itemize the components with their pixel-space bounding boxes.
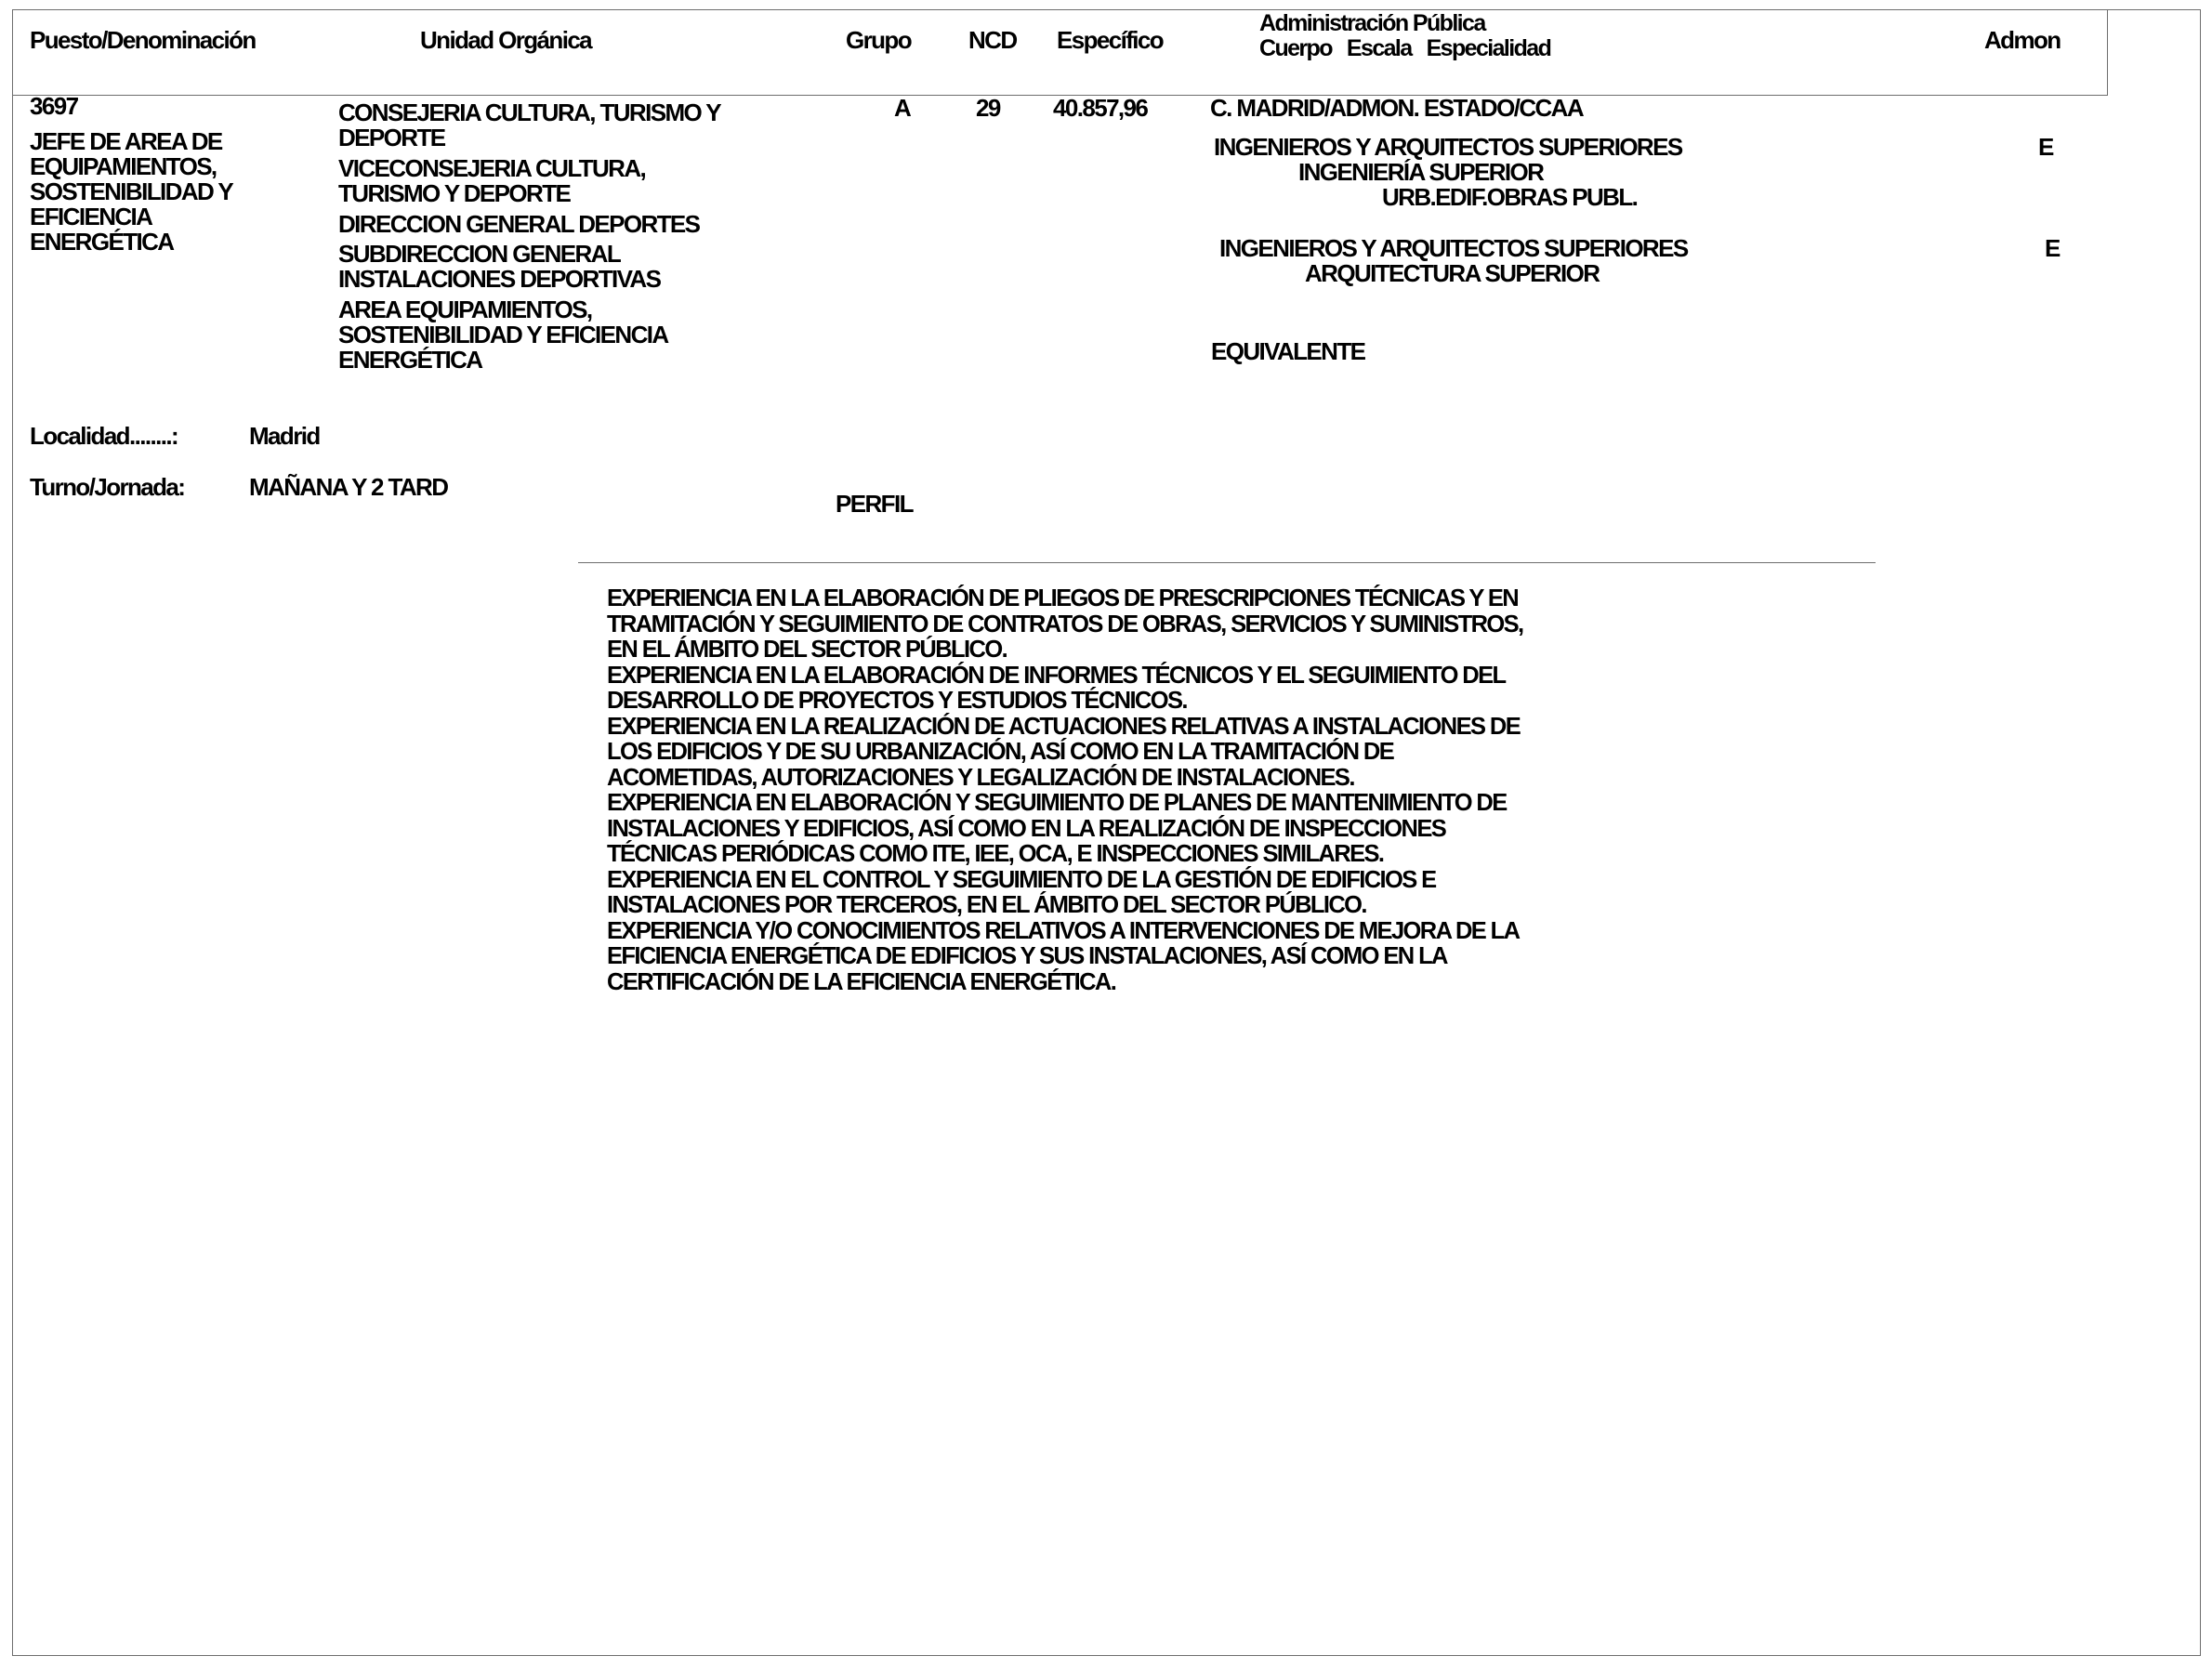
header-administracion: Administración Pública	[1259, 10, 1485, 36]
escala-2: ARQUITECTURA SUPERIOR	[1305, 259, 1600, 287]
escala-1: INGENIERÍA SUPERIOR	[1298, 158, 1544, 186]
especialidad-1: URB.EDIF.OBRAS PUBL.	[1382, 183, 1638, 211]
perfil-text: EXPERIENCIA EN LA ELABORACIÓN DE PLIEGOS DE PRESCRIPCIONES TÉCNICAS Y EN TRAMITACIÓN Y SEGUIMIENTO DE CONTRATOS DE OBRAS, SERVICIOS Y SUMINISTROS, EN EL ÁMBITO DEL SECTOR PÚBLICO. EXPERIENCIA EN LA ELABORACIÓN DE INFORMES TÉCNICOS Y EL SEGUIMIENTO DEL DESARROLLO DE PROYECTOS Y ESTUDIOS TÉCNICOS. EXPERIENCIA EN LA REALIZACIÓN DE ACTUACIONES RELATIVAS A INSTALACIONES DE LOS EDIFICIOS Y DE SU URBANIZACIÓN, ASÍ COMO EN LA TRAMITACIÓN DE ACOMETIDAS, AUTORIZACIONES Y LEGALIZACIÓN DE INSTALACIONES. EXPERIENCIA EN ELABORACIÓN Y SEGUIMIENTO DE PLANES DE MANTENIMIENTO DE INSTALACIONES Y EDIFICIOS, ASÍ COMO EN LA REALIZACIÓN DE INSPECCIONES TÉCNICAS PERIÓDICAS COMO ITE, IEE, OCA, E INSPECCIONES SIMILARES. EXPERIENCIA EN EL CONTROL Y SEGUIMIENTO DE LA GESTIÓN DE EDIFICIOS E INSTALACIONES POR TERCEROS, EN EL ÁMBITO DEL SECTOR PÚBLICO. EXPERIENCIA Y/O CONOCIMIENTOS RELATIVOS A INTERVENCIONES DE MEJORA DE LA EFICIENCIA ENERGÉTICA DE EDIFICIOS Y SUS INSTALACIONES, ASÍ COMO EN LA CERTIFICACIÓN DE LA EFICIENCIA ENERGÉTICA.	[607, 585, 1523, 995]
localidad-value: Madrid	[249, 422, 320, 450]
turno-label: Turno/Jornada:	[30, 473, 185, 501]
unidad-organica-2: VICECONSEJERIA CULTURA, TURISMO Y DEPORTE	[338, 154, 646, 207]
record-grupo: A	[894, 94, 911, 122]
record-ncd: 29	[976, 94, 1000, 122]
admon-2: E	[2045, 234, 2060, 262]
cuerpo-2: INGENIEROS Y ARQUITECTOS SUPERIORES	[1219, 234, 1688, 262]
header-especifico: Específico	[1057, 26, 1164, 54]
record-number: 3697	[30, 92, 78, 120]
header-puesto: Puesto/Denominación	[30, 26, 256, 54]
equivalente: EQUIVALENTE	[1211, 337, 1365, 365]
record-denominacion: JEFE DE AREA DE EQUIPAMIENTOS, SOSTENIBILIDAD Y EFICIENCIA ENERGÉTICA	[30, 127, 233, 256]
unidad-organica-4: SUBDIRECCION GENERAL INSTALACIONES DEPORTIVAS	[338, 240, 661, 293]
unidad-organica-1: CONSEJERIA CULTURA, TURISMO Y DEPORTE	[338, 99, 721, 151]
header-ncd: NCD	[968, 26, 1017, 54]
record-administracion: C. MADRID/ADMON. ESTADO/CCAA	[1210, 94, 1584, 122]
record-especifico: 40.857,96	[1053, 94, 1148, 122]
unidad-organica-3: DIRECCION GENERAL DEPORTES	[338, 210, 700, 238]
perfil-divider	[578, 562, 1876, 563]
localidad-label: Localidad........:	[30, 422, 178, 450]
header-grupo: Grupo	[846, 26, 911, 54]
header-admon: Admon	[1984, 26, 2061, 54]
turno-value: MAÑANA Y 2 TARD	[249, 473, 448, 501]
unidad-organica-5: AREA EQUIPAMIENTOS, SOSTENIBILIDAD Y EFICIENCIA ENERGÉTICA	[338, 296, 668, 374]
cuerpo-1: INGENIEROS Y ARQUITECTOS SUPERIORES	[1214, 133, 1682, 161]
admon-1: E	[2038, 133, 2053, 161]
header-cuerpo-escala-especialidad: Cuerpo Escala Especialidad	[1259, 35, 1551, 61]
header-unidad: Unidad Orgánica	[420, 26, 592, 54]
perfil-title: PERFIL	[836, 490, 913, 518]
